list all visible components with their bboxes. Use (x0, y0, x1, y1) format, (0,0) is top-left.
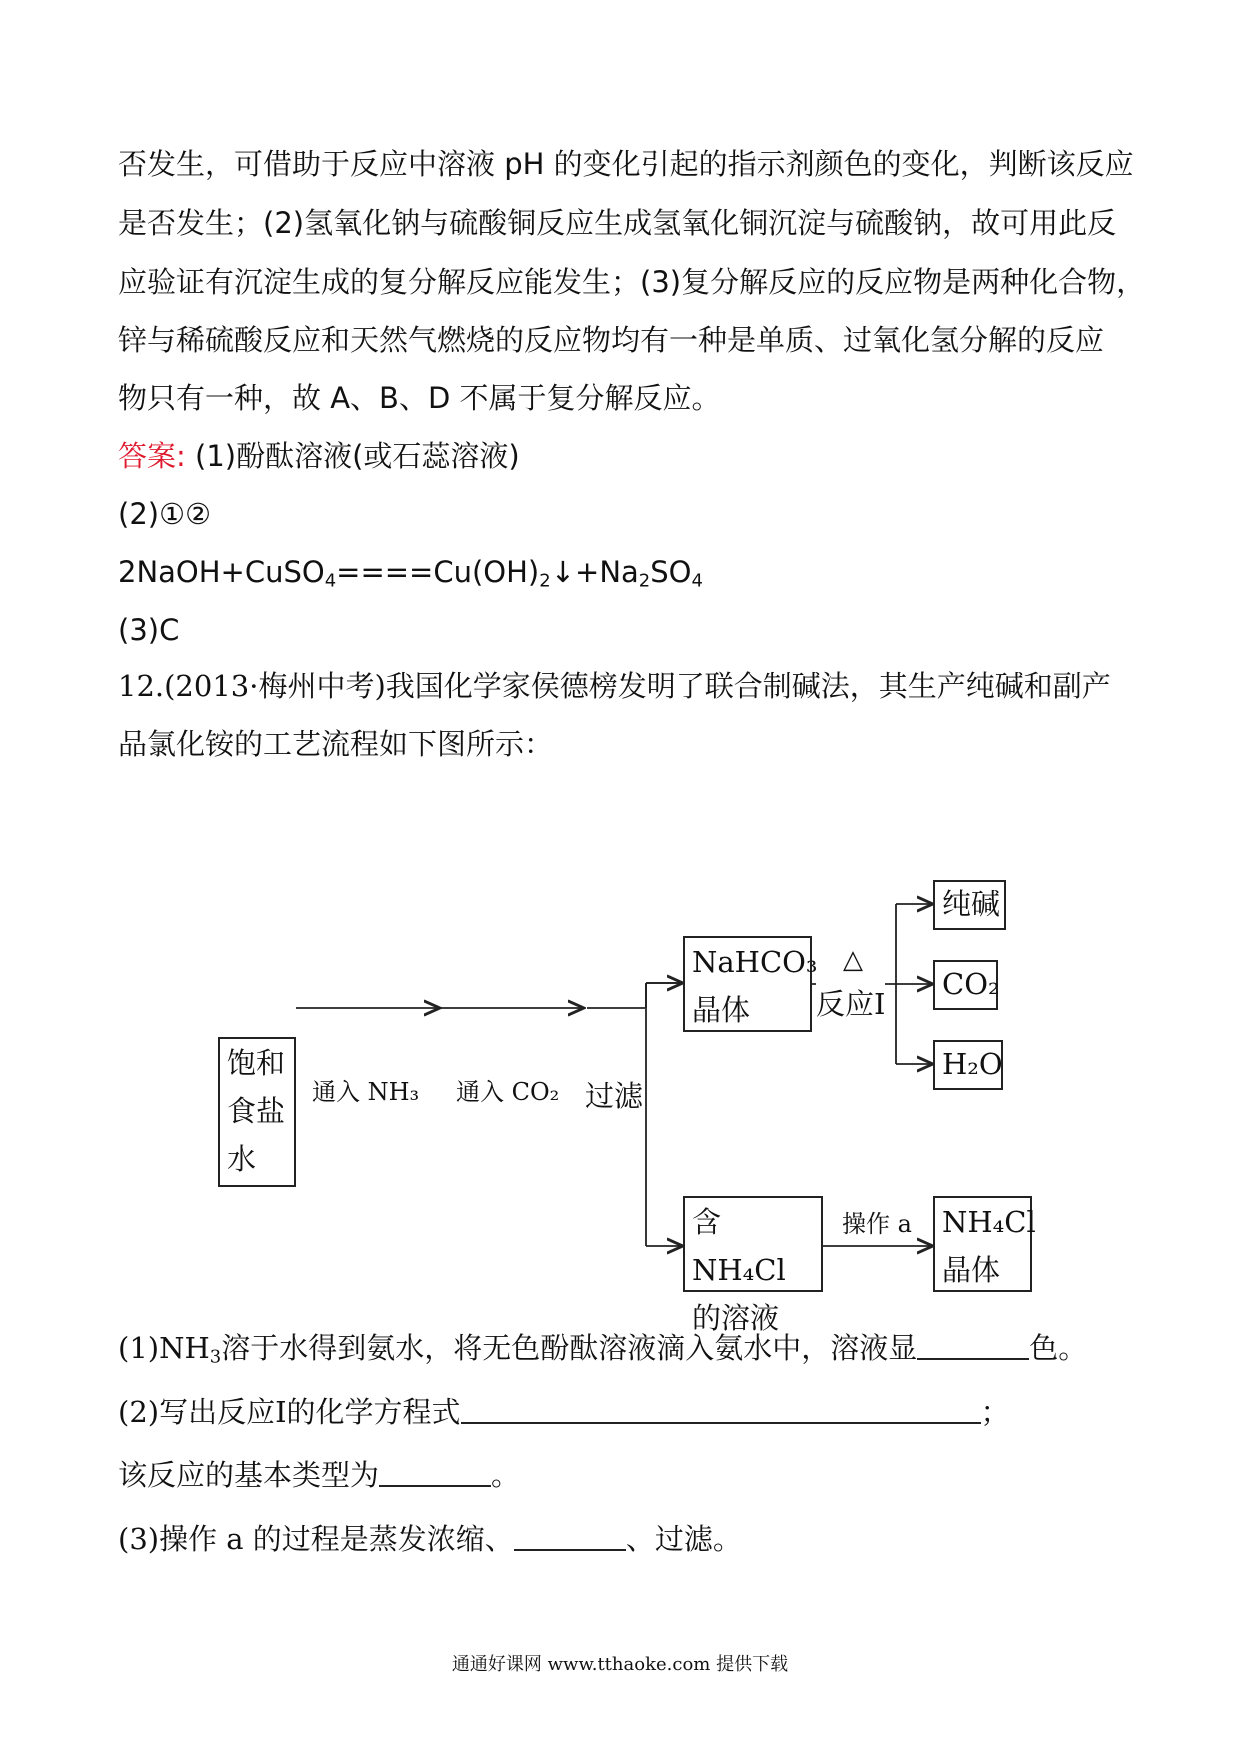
q3-prefix: (3)操作 a 的过程是蒸发浓缩、 (118, 1522, 514, 1556)
start-box-line-3: 水 (227, 1142, 257, 1176)
q1-subscript: 3 (209, 1346, 222, 1368)
equation-plus: + (575, 555, 600, 589)
subquestion-1 (118, 1328, 1087, 1377)
q1-text: 溶于水得到氨水，将无色酚酞溶液滴入氨水中，溶液显 (221, 1331, 918, 1365)
q2-suffix: ； (980, 1395, 1010, 1429)
question-line-1: 12.(2013·梅州中考)我国化学家侯德榜发明了联合制碱法，其生产纯碱和副产 (118, 669, 1111, 703)
answer-label: 答案: (118, 439, 186, 473)
answer-part-1: (1)酚酞溶液(或石蕊溶液) (195, 439, 520, 473)
explanation-line-1: 否发生，可借助于反应中溶液 pH 的变化引起的指示剂颜色的变化，判断该反应 (118, 147, 1134, 181)
nahco3-crystal-box (683, 936, 818, 1032)
nh4cl-crystal-box (933, 1196, 1036, 1292)
filter-label: 过滤 (585, 1079, 644, 1113)
precipitate-arrow: ↓ (550, 555, 575, 589)
subquestion-2b (118, 1455, 520, 1495)
answer-part-3: (3)C (118, 613, 180, 647)
nh4cl-solution-box (683, 1196, 823, 1335)
footer-credit: 通通好课网 www.tthaoke.com 提供下载 (451, 1654, 789, 1675)
equation-product-1-subscript: 2 (539, 570, 551, 592)
equation-product-2-subscript-2: 4 (691, 570, 703, 592)
nh4cl-line-1: NH₄Cl (942, 1205, 1036, 1239)
co2-box: CO₂ (933, 960, 998, 1010)
q1-prefix: (1)NH (118, 1331, 210, 1365)
equation-product-2-mid: SO (650, 555, 692, 589)
heat-symbol: △ (843, 945, 863, 975)
nahco3-line-2: 晶体 (692, 993, 751, 1027)
answer-blank-1[interactable] (917, 1332, 1029, 1360)
q1-suffix: 色。 (1029, 1331, 1088, 1365)
question-line-2: 品氯化铵的工艺流程如下图所示： (118, 727, 554, 761)
step-co2-label: 通入 CO₂ (456, 1078, 560, 1106)
nahco3-line-1: NaHCO₃ (692, 945, 818, 979)
answer-part-2: (2)①② (118, 497, 212, 531)
subquestion-2 (118, 1392, 1010, 1432)
soda-ash-box: 纯碱 (933, 880, 1006, 930)
explanation-line-5: 物只有一种，故 A、B、D 不属于复分解反应。 (118, 381, 721, 415)
operation-a-label: 操作 a (842, 1210, 912, 1238)
q3-suffix: 、过滤。 (625, 1522, 742, 1556)
answer-blank-4[interactable] (514, 1523, 626, 1551)
q2b-suffix: 。 (491, 1458, 521, 1492)
explanation-line-2: 是否发生；(2)氢氧化钠与硫酸铜反应生成氢氧化铜沉淀与硫酸钠，故可用此反 (118, 206, 1117, 240)
q2b-text: 该反应的基本类型为 (118, 1458, 380, 1492)
start-box-line-2: 食盐 (227, 1094, 286, 1128)
explanation-line-4: 锌与稀硫酸反应和天然气燃烧的反应物均有一种是单质、过氧化氢分解的反应 (118, 323, 1105, 357)
equation-lhs: 2NaOH+CuSO (118, 555, 325, 589)
nh4cl-line-2: 晶体 (942, 1253, 1001, 1287)
saturated-brine-box (218, 1037, 296, 1187)
q2-text: (2)写出反应Ⅰ的化学方程式 (118, 1395, 461, 1429)
equation-product-2-subscript-1: 2 (638, 570, 651, 592)
step-nh3-label: 通入 NH₃ (312, 1078, 420, 1106)
answer-blank-2[interactable] (461, 1396, 981, 1424)
solution-line-2: 的溶液 (692, 1301, 780, 1335)
reaction-i-label: 反应Ⅰ (816, 982, 885, 1023)
equation-lhs-subscript: 4 (324, 570, 337, 592)
equation-product-2: Na (599, 555, 639, 589)
subquestion-3 (118, 1519, 742, 1559)
equation-product-1: Cu(OH) (433, 555, 540, 589)
start-box-line-1: 饱和 (227, 1046, 286, 1080)
h2o-box: H₂O (933, 1040, 1003, 1090)
explanation-line-3: 应验证有沉淀生成的复分解反应能发生；(3)复分解反应的反应物是两种化合物， (118, 265, 1146, 299)
answer-blank-3[interactable] (379, 1459, 491, 1487)
solution-line-1: 含 NH₄Cl (692, 1205, 786, 1287)
equation-arrow: ==== (336, 555, 434, 589)
